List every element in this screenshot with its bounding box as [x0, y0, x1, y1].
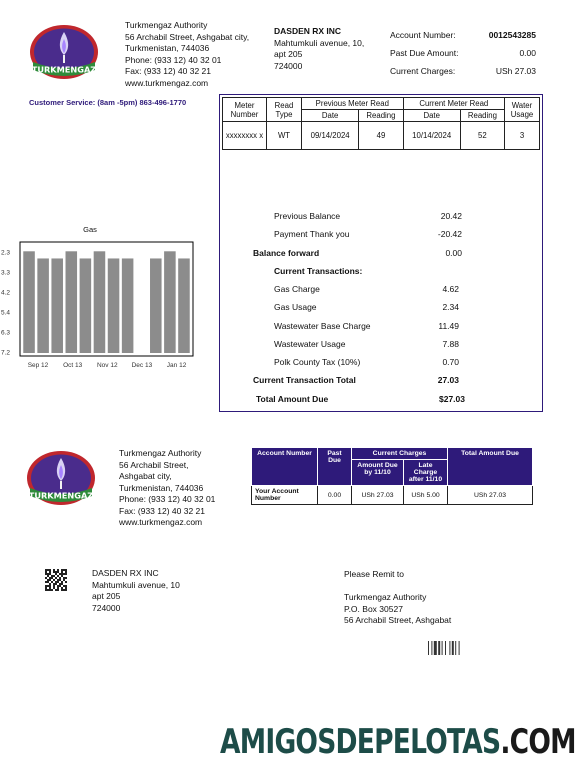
remit-company-logo — [22, 448, 100, 510]
remittance-table — [251, 447, 533, 505]
meter-number-cell: xxxxxxxx x — [223, 122, 267, 150]
chart-bar — [51, 258, 63, 353]
read-type-cell: WT — [267, 122, 302, 150]
company-logo — [28, 22, 100, 84]
wastewater-usage-label: Wastewater Usage — [274, 339, 346, 349]
remit-to-label: Please Remit to — [344, 569, 404, 579]
remit-company-phone: Phone: (933 12) 40 32 01 — [119, 494, 216, 504]
remit-company-address2: Ashgabat city, — [119, 471, 172, 481]
meter-table — [222, 97, 540, 150]
chart-y-tick-label: 6.3 — [1, 329, 11, 337]
customer-name: DASDEN RX INC — [274, 26, 342, 36]
chart-bar — [122, 258, 134, 353]
watermark — [220, 722, 576, 762]
customer-address-block — [274, 26, 364, 72]
qr-code-icon — [45, 569, 67, 591]
current-transactions-header: Current Transactions: — [274, 266, 363, 276]
remit-to-box: P.O. Box 30527 — [344, 603, 403, 614]
remit-late-charge-cell: USh 5.00 — [404, 486, 448, 505]
current-reading-header: Reading — [460, 110, 504, 122]
previous-reading-cell: 49 — [359, 122, 403, 150]
chart-bar — [94, 251, 106, 353]
wastewater-base-label: Wastewater Base Charge — [274, 321, 371, 331]
current-read-header: Current Meter Read — [403, 98, 504, 110]
balance-forward-label: Balance forward — [253, 248, 320, 258]
logo-text: TURKMENGAZ — [31, 64, 97, 75]
remit-customer-address2: apt 205 — [92, 591, 121, 601]
customer-address-line1: Mahtumkuli avenue, 10, — [274, 37, 365, 48]
remit-amount-due-header: Amount Due by 11/10 — [352, 460, 404, 486]
company-address-line1: 56 Archabil Street, Ashgabat city, — [125, 31, 250, 42]
watermark-main: AMIGOSDEPELOTAS — [220, 722, 501, 762]
previous-date-cell: 09/14/2024 — [302, 122, 359, 150]
current-reading-cell: 52 — [460, 122, 504, 150]
remit-company-block — [119, 448, 215, 529]
chart-bar — [23, 251, 35, 353]
chart-y-tick-label: 2.3 — [1, 249, 11, 257]
gas-usage-label: Gas Usage — [274, 302, 317, 312]
gas-usage-value: 2.34 — [442, 302, 459, 312]
remit-company-fax: Fax: (933 12) 40 32 21 — [119, 505, 206, 516]
wastewater-base-value: 11.49 — [438, 321, 459, 331]
current-charges-label: Current Charges: — [390, 66, 456, 76]
remit-row-label: Your Account Number — [252, 486, 318, 505]
watermark-suffix: .COM — [500, 722, 576, 762]
balance-forward-value: 0.00 — [445, 248, 462, 258]
current-total-label: Current Transaction Total — [253, 375, 356, 385]
chart-x-tick-label: Jan 12 — [166, 362, 187, 369]
chart-title: Gas — [83, 225, 97, 234]
remit-customer-zip: 724000 — [92, 602, 121, 613]
chart-bar — [108, 258, 120, 353]
chart-bar — [66, 251, 78, 353]
customer-service-line: Customer Service: (8am -5pm) 863-496-1770 — [29, 98, 187, 107]
chart-y-tick-label: 5.4 — [1, 309, 11, 317]
chart-bar — [80, 258, 92, 353]
gas-usage-chart — [0, 238, 200, 373]
previous-balance-label: Previous Balance — [274, 211, 341, 221]
remit-logo-text: TURKMENGAZ — [28, 490, 94, 501]
remit-company-address3: Turkmenistan, 744036 — [119, 482, 204, 493]
remit-late-charge-header: Late Charge after 11/10 — [404, 460, 448, 486]
company-website[interactable]: www.turkmengaz.com — [125, 77, 209, 88]
chart-bar — [164, 251, 176, 353]
past-due-value: 0.00 — [519, 48, 536, 58]
total-due-label: Total Amount Due — [256, 394, 329, 404]
previous-reading-header: Reading — [359, 110, 403, 122]
company-address-block — [125, 20, 249, 89]
chart-y-tick-label: 3.3 — [1, 269, 11, 277]
remit-customer-address1: Mahtumkuli avenue, 10 — [92, 579, 180, 590]
county-tax-label: Polk County Tax (10%) — [274, 357, 361, 367]
gas-charge-label: Gas Charge — [274, 284, 320, 294]
remit-company-address1: 56 Archabil Street, — [119, 459, 189, 470]
payment-label: Payment Thank you — [274, 229, 350, 239]
payment-value: -20.42 — [437, 229, 462, 239]
chart-bar — [178, 258, 190, 353]
past-due-label: Past Due Amount: — [390, 48, 459, 58]
previous-date-header: Date — [302, 110, 359, 122]
remit-past-due-header: Past Due — [318, 448, 352, 486]
previous-read-header: Previous Meter Read — [302, 98, 404, 110]
remit-company-website[interactable]: www.turkmengaz.com — [119, 517, 203, 527]
chart-bar — [37, 258, 49, 353]
county-tax-value: 0.70 — [442, 357, 459, 367]
company-name: Turkmengaz Authority — [125, 20, 208, 30]
gas-charge-value: 4.62 — [442, 284, 459, 294]
total-due-value: $27.03 — [439, 394, 465, 404]
remit-current-charges-header: Current Charges — [352, 448, 448, 460]
remit-customer-name: DASDEN RX INC — [92, 568, 159, 578]
current-total-value: 27.03 — [437, 375, 459, 385]
current-date-cell: 10/14/2024 — [403, 122, 460, 150]
chart-bar — [150, 258, 162, 353]
account-number-value: 0012543285 — [488, 30, 536, 40]
remit-to-street: 56 Archabil Street, Ashgabat — [344, 615, 452, 625]
company-phone: Phone: (933 12) 40 32 01 — [125, 54, 222, 65]
customer-address-line2: apt 205 — [274, 49, 303, 59]
water-usage-header: Water Usage — [505, 98, 540, 122]
chart-y-tick-label: 7.2 — [1, 349, 11, 357]
chart-x-tick-label: Oct 13 — [63, 362, 83, 369]
remit-total-cell: USh 27.03 — [448, 486, 533, 505]
chart-x-tick-label: Nov 12 — [96, 362, 118, 369]
chart-x-tick-label: Sep 12 — [27, 362, 49, 369]
current-date-header: Date — [403, 110, 460, 122]
water-usage-cell: 3 — [505, 122, 540, 150]
read-type-header: Read Type — [267, 98, 302, 122]
barcode-icon — [428, 641, 466, 655]
remit-company-name: Turkmengaz Authority — [119, 448, 202, 458]
current-charges-value: USh 27.03 — [495, 66, 536, 76]
remit-amount-due-cell: USh 27.03 — [352, 486, 404, 505]
chart-y-tick-label: 4.2 — [1, 289, 11, 297]
chart-x-tick-label: Dec 13 — [131, 362, 153, 369]
company-fax: Fax: (933 12) 40 32 21 — [125, 66, 212, 76]
remit-account-header: Account Number — [252, 448, 318, 486]
remit-past-due-cell: 0.00 — [318, 486, 352, 505]
remit-to-address-block — [344, 592, 451, 627]
company-address-line2: Turkmenistan, 744036 — [125, 43, 210, 53]
remit-customer-block — [92, 568, 180, 614]
remit-to-name: Turkmengaz Authority — [344, 592, 427, 602]
account-number-label: Account Number: — [390, 30, 456, 40]
customer-zip: 724000 — [274, 60, 303, 71]
meter-number-header: Meter Number — [223, 98, 267, 122]
wastewater-usage-value: 7.88 — [442, 339, 459, 349]
previous-balance-value: 20.42 — [440, 211, 462, 221]
remit-total-header: Total Amount Due — [448, 448, 533, 486]
